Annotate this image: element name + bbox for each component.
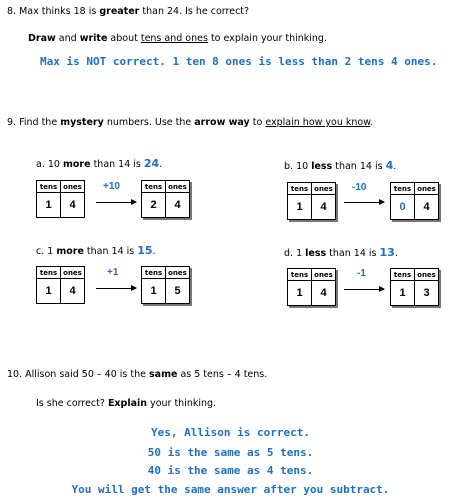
q9b-operation: -10 — [352, 182, 367, 193]
q9c-label: c. 1 more than 14 is 15. — [36, 244, 156, 257]
q9c-to-table: tens ones 1 5 — [141, 266, 190, 304]
q8-prompt: 8. Max thinks 18 is greater than 24. Is he correct? — [7, 6, 250, 17]
q9b-to-table: tens ones 0 4 — [390, 182, 439, 220]
q9d-to-table: tens ones 1 3 — [390, 268, 439, 306]
q10-answer-line-3: 40 is the same as 4 tens. — [147, 464, 314, 477]
q9a-operation: +10 — [103, 181, 120, 192]
q9-prompt: 9. Find the mystery numbers. Use the arrow way to explain how you know. — [7, 117, 374, 128]
q9a-label: a. 10 more than 14 is 24. — [36, 157, 163, 170]
q9b-label: b. 10 less than 14 is 4. — [284, 159, 397, 172]
q10-answer-line-1: Yes, Allison is correct. — [151, 426, 310, 439]
q10-question: Is she correct? Explain your thinking. — [36, 398, 217, 409]
q9d-answer: 13 — [379, 246, 395, 259]
q9d-label: d. 1 less than 14 is 13. — [284, 246, 398, 259]
q9c-from-table: tens ones 1 4 — [36, 266, 85, 304]
q9a-from-table: tens ones 1 4 — [36, 180, 85, 218]
q8-answer: Max is NOT correct. 1 ten 8 ones is less than 2 tens 4 ones. — [40, 55, 438, 68]
q9b-from-table: tens ones 1 4 — [287, 182, 336, 220]
q9d-operation: -1 — [357, 268, 366, 279]
q9d-from-table: tens ones 1 4 — [287, 268, 336, 306]
q9d-arrow — [344, 289, 384, 290]
q10-answer-line-4: You will get the same answer after you subtract. — [71, 483, 390, 496]
q9a-arrow — [96, 202, 136, 203]
q9b-answer: 4 — [385, 159, 394, 172]
q9a-to-table: tens ones 2 4 — [141, 180, 190, 218]
q9a-answer: 24 — [143, 157, 160, 170]
q10-prompt: 10. Allison said 50 – 40 is the same as 5 tens – 4 tens. — [7, 369, 268, 380]
q9c-operation: +1 — [107, 267, 119, 278]
q9c-answer: 15 — [137, 244, 153, 257]
q10-answer-line-2: 50 is the same as 5 tens. — [147, 446, 314, 459]
q9c-arrow — [96, 288, 136, 289]
q8-instructions: Draw and write about tens and ones to explain your thinking. — [28, 33, 327, 44]
q9b-arrow — [344, 202, 384, 203]
